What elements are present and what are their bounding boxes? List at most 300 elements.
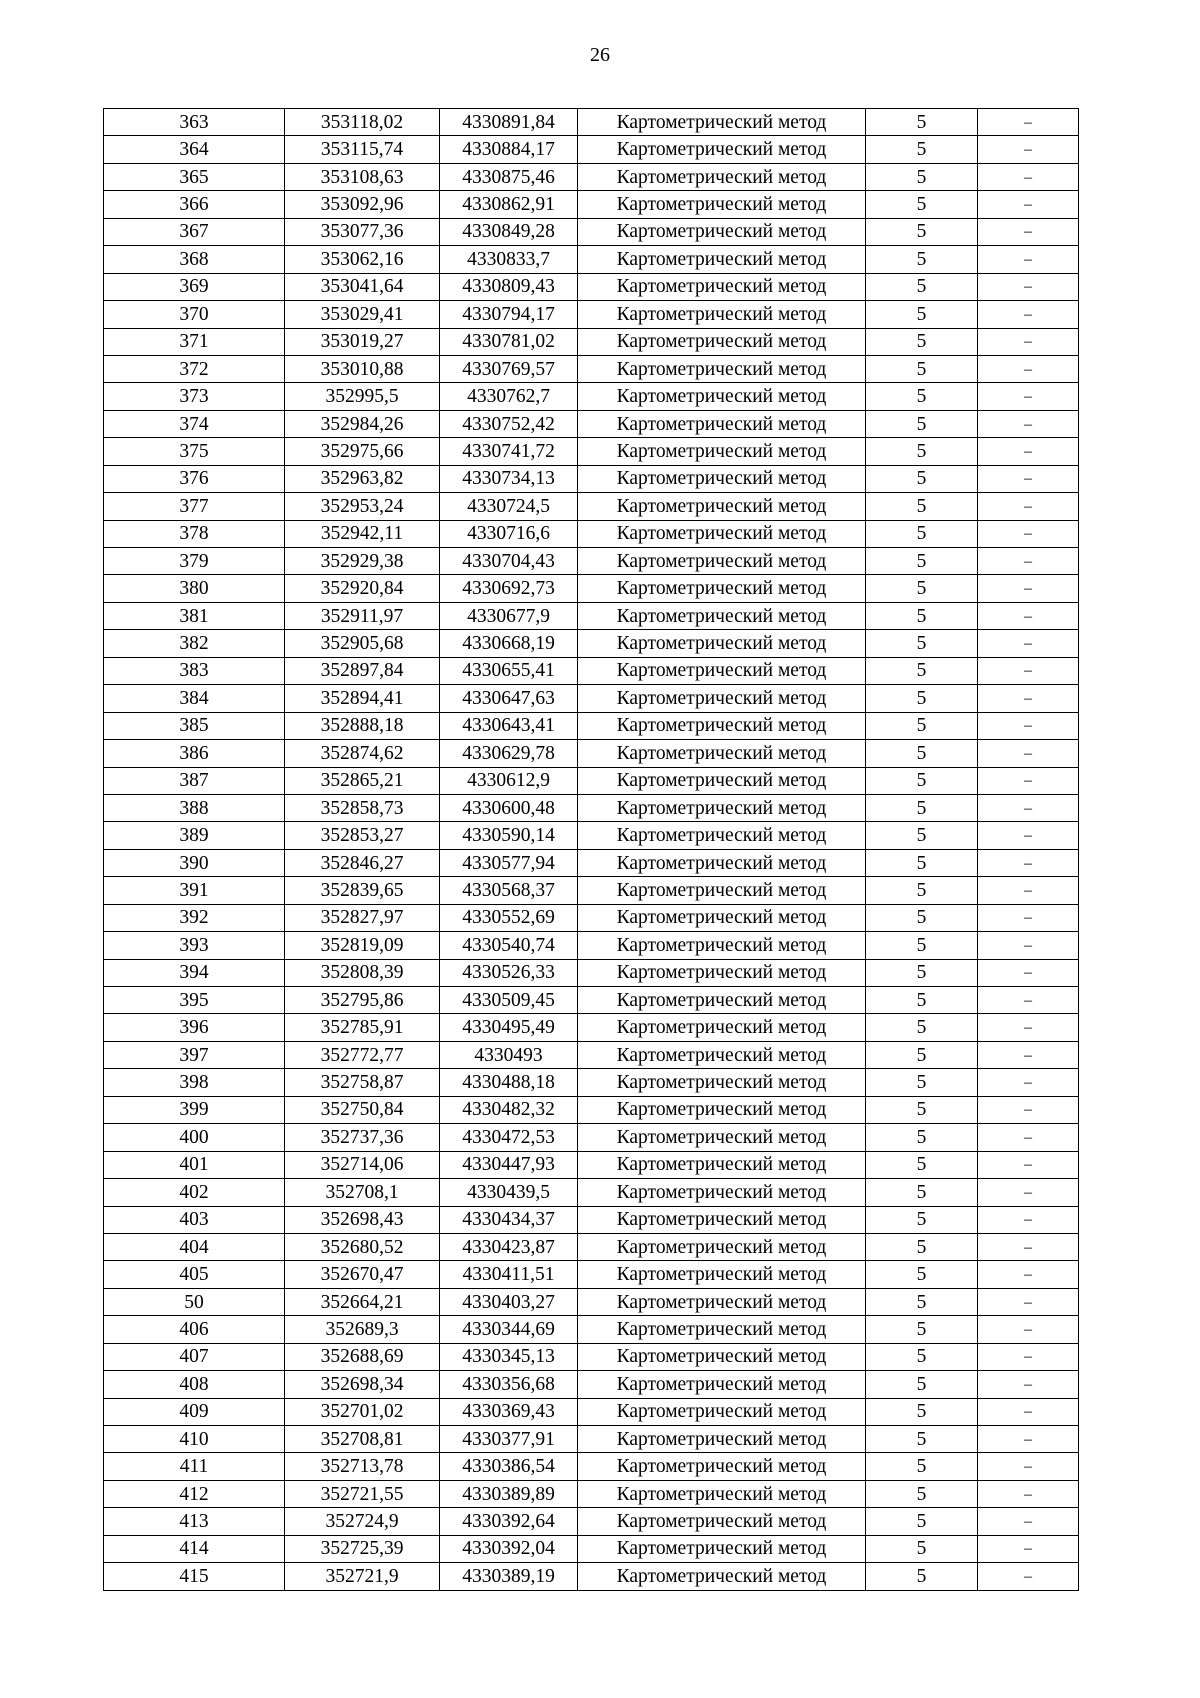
- accuracy-cell: 5: [866, 575, 978, 602]
- note-cell: –: [978, 1453, 1079, 1480]
- y-coordinate-cell: 4330794,17: [440, 301, 578, 328]
- table-row: [104, 191, 1079, 218]
- point-number-cell: 414: [104, 1535, 285, 1562]
- point-number-cell: 403: [104, 1206, 285, 1233]
- x-coordinate-cell: 352865,21: [285, 767, 440, 794]
- x-coordinate-cell: 352698,34: [285, 1371, 440, 1398]
- x-coordinate-cell: 352772,77: [285, 1041, 440, 1068]
- method-cell: Картометрический метод: [578, 822, 866, 849]
- y-coordinate-cell: 4330356,68: [440, 1371, 578, 1398]
- point-number-cell: 400: [104, 1124, 285, 1151]
- method-cell: Картометрический метод: [578, 987, 866, 1014]
- x-coordinate-cell: 353062,16: [285, 246, 440, 273]
- note-cell: –: [978, 1563, 1079, 1590]
- point-number-cell: 411: [104, 1453, 285, 1480]
- table-row: [104, 1563, 1079, 1590]
- note-cell: –: [978, 355, 1079, 382]
- y-coordinate-cell: 4330495,49: [440, 1014, 578, 1041]
- accuracy-cell: 5: [866, 602, 978, 629]
- point-number-cell: 50: [104, 1288, 285, 1315]
- method-cell: Картометрический метод: [578, 1343, 866, 1370]
- x-coordinate-cell: 352853,27: [285, 822, 440, 849]
- note-cell: –: [978, 1014, 1079, 1041]
- x-coordinate-cell: 352721,55: [285, 1480, 440, 1507]
- note-cell: –: [978, 602, 1079, 629]
- point-number-cell: 398: [104, 1069, 285, 1096]
- accuracy-cell: 5: [866, 1563, 978, 1590]
- method-cell: Картометрический метод: [578, 109, 866, 136]
- method-cell: Картометрический метод: [578, 191, 866, 218]
- note-cell: –: [978, 794, 1079, 821]
- note-cell: –: [978, 1343, 1079, 1370]
- table-row: [104, 328, 1079, 355]
- x-coordinate-cell: 352713,78: [285, 1453, 440, 1480]
- note-cell: –: [978, 959, 1079, 986]
- note-cell: –: [978, 1124, 1079, 1151]
- y-coordinate-cell: 4330884,17: [440, 136, 578, 163]
- x-coordinate-cell: 352920,84: [285, 575, 440, 602]
- x-coordinate-cell: 352708,1: [285, 1179, 440, 1206]
- y-coordinate-cell: 4330434,37: [440, 1206, 578, 1233]
- table-row: [104, 602, 1079, 629]
- table-row: [104, 1206, 1079, 1233]
- x-coordinate-cell: 352808,39: [285, 959, 440, 986]
- table-row: [104, 849, 1079, 876]
- note-cell: –: [978, 383, 1079, 410]
- y-coordinate-cell: 4330526,33: [440, 959, 578, 986]
- point-number-cell: 405: [104, 1261, 285, 1288]
- table-row: [104, 1508, 1079, 1535]
- point-number-cell: 391: [104, 877, 285, 904]
- note-cell: –: [978, 246, 1079, 273]
- x-coordinate-cell: 352750,84: [285, 1096, 440, 1123]
- table-row: [104, 685, 1079, 712]
- method-cell: Картометрический метод: [578, 328, 866, 355]
- table-row: [104, 630, 1079, 657]
- note-cell: –: [978, 465, 1079, 492]
- note-cell: –: [978, 273, 1079, 300]
- y-coordinate-cell: 4330386,54: [440, 1453, 578, 1480]
- table-row: [104, 822, 1079, 849]
- table-row: [104, 1288, 1079, 1315]
- method-cell: Картометрический метод: [578, 246, 866, 273]
- method-cell: Картометрический метод: [578, 301, 866, 328]
- point-number-cell: 366: [104, 191, 285, 218]
- y-coordinate-cell: 4330734,13: [440, 465, 578, 492]
- x-coordinate-cell: 352839,65: [285, 877, 440, 904]
- point-number-cell: 384: [104, 685, 285, 712]
- point-number-cell: 363: [104, 109, 285, 136]
- table-row: [104, 959, 1079, 986]
- y-coordinate-cell: 4330833,7: [440, 246, 578, 273]
- table-row: [104, 1096, 1079, 1123]
- note-cell: –: [978, 1233, 1079, 1260]
- note-cell: –: [978, 822, 1079, 849]
- point-number-cell: 412: [104, 1480, 285, 1507]
- table-row: [104, 657, 1079, 684]
- table-row: [104, 109, 1079, 136]
- note-cell: –: [978, 1371, 1079, 1398]
- table-row: [104, 932, 1079, 959]
- y-coordinate-cell: 4330875,46: [440, 163, 578, 190]
- point-number-cell: 395: [104, 987, 285, 1014]
- method-cell: Картометрический метод: [578, 1316, 866, 1343]
- x-coordinate-cell: 353108,63: [285, 163, 440, 190]
- point-number-cell: 369: [104, 273, 285, 300]
- method-cell: Картометрический метод: [578, 849, 866, 876]
- y-coordinate-cell: 4330493: [440, 1041, 578, 1068]
- y-coordinate-cell: 4330849,28: [440, 218, 578, 245]
- y-coordinate-cell: 4330741,72: [440, 438, 578, 465]
- accuracy-cell: 5: [866, 740, 978, 767]
- y-coordinate-cell: 4330762,7: [440, 383, 578, 410]
- table-row: [104, 1535, 1079, 1562]
- y-coordinate-cell: 4330781,02: [440, 328, 578, 355]
- y-coordinate-cell: 4330389,89: [440, 1480, 578, 1507]
- x-coordinate-cell: 352724,9: [285, 1508, 440, 1535]
- y-coordinate-cell: 4330488,18: [440, 1069, 578, 1096]
- note-cell: –: [978, 575, 1079, 602]
- accuracy-cell: 5: [866, 1398, 978, 1425]
- x-coordinate-cell: 353019,27: [285, 328, 440, 355]
- note-cell: –: [978, 438, 1079, 465]
- accuracy-cell: 5: [866, 109, 978, 136]
- accuracy-cell: 5: [866, 932, 978, 959]
- note-cell: –: [978, 1288, 1079, 1315]
- method-cell: Картометрический метод: [578, 1508, 866, 1535]
- table-row: [104, 1069, 1079, 1096]
- y-coordinate-cell: 4330568,37: [440, 877, 578, 904]
- point-number-cell: 364: [104, 136, 285, 163]
- table-row: [104, 1041, 1079, 1068]
- accuracy-cell: 5: [866, 822, 978, 849]
- accuracy-cell: 5: [866, 246, 978, 273]
- accuracy-cell: 5: [866, 904, 978, 931]
- method-cell: Картометрический метод: [578, 1453, 866, 1480]
- point-number-cell: 392: [104, 904, 285, 931]
- y-coordinate-cell: 4330403,27: [440, 1288, 578, 1315]
- accuracy-cell: 5: [866, 218, 978, 245]
- accuracy-cell: 5: [866, 1206, 978, 1233]
- y-coordinate-cell: 4330716,6: [440, 520, 578, 547]
- method-cell: Картометрический метод: [578, 1206, 866, 1233]
- point-number-cell: 382: [104, 630, 285, 657]
- y-coordinate-cell: 4330752,42: [440, 410, 578, 437]
- x-coordinate-cell: 352929,38: [285, 548, 440, 575]
- y-coordinate-cell: 4330439,5: [440, 1179, 578, 1206]
- accuracy-cell: 5: [866, 136, 978, 163]
- note-cell: –: [978, 109, 1079, 136]
- accuracy-cell: 5: [866, 383, 978, 410]
- note-cell: –: [978, 548, 1079, 575]
- y-coordinate-cell: 4330552,69: [440, 904, 578, 931]
- table-row: [104, 1124, 1079, 1151]
- x-coordinate-cell: 352963,82: [285, 465, 440, 492]
- y-coordinate-cell: 4330411,51: [440, 1261, 578, 1288]
- note-cell: –: [978, 493, 1079, 520]
- method-cell: Картометрический метод: [578, 959, 866, 986]
- x-coordinate-cell: 352858,73: [285, 794, 440, 821]
- y-coordinate-cell: 4330577,94: [440, 849, 578, 876]
- point-number-cell: 367: [104, 218, 285, 245]
- note-cell: –: [978, 1398, 1079, 1425]
- accuracy-cell: 5: [866, 1096, 978, 1123]
- table-row: [104, 1233, 1079, 1260]
- note-cell: –: [978, 410, 1079, 437]
- x-coordinate-cell: 352874,62: [285, 740, 440, 767]
- method-cell: Картометрический метод: [578, 794, 866, 821]
- point-number-cell: 379: [104, 548, 285, 575]
- note-cell: –: [978, 877, 1079, 904]
- table-row: [104, 465, 1079, 492]
- method-cell: Картометрический метод: [578, 877, 866, 904]
- accuracy-cell: 5: [866, 767, 978, 794]
- y-coordinate-cell: 4330590,14: [440, 822, 578, 849]
- y-coordinate-cell: 4330724,5: [440, 493, 578, 520]
- table-row: [104, 1343, 1079, 1370]
- accuracy-cell: 5: [866, 630, 978, 657]
- y-coordinate-cell: 4330769,57: [440, 355, 578, 382]
- accuracy-cell: 5: [866, 410, 978, 437]
- x-coordinate-cell: 353077,36: [285, 218, 440, 245]
- accuracy-cell: 5: [866, 1288, 978, 1315]
- y-coordinate-cell: 4330629,78: [440, 740, 578, 767]
- note-cell: –: [978, 1151, 1079, 1178]
- x-coordinate-cell: 352984,26: [285, 410, 440, 437]
- table-row: [104, 767, 1079, 794]
- x-coordinate-cell: 352975,66: [285, 438, 440, 465]
- note-cell: –: [978, 1480, 1079, 1507]
- note-cell: –: [978, 904, 1079, 931]
- table-row: [104, 877, 1079, 904]
- accuracy-cell: 5: [866, 1261, 978, 1288]
- y-coordinate-cell: 4330643,41: [440, 712, 578, 739]
- x-coordinate-cell: 352670,47: [285, 1261, 440, 1288]
- method-cell: Картометрический метод: [578, 1535, 866, 1562]
- note-cell: –: [978, 1096, 1079, 1123]
- accuracy-cell: 5: [866, 1371, 978, 1398]
- coordinates-table-body: [104, 109, 1079, 1591]
- note-cell: –: [978, 1426, 1079, 1453]
- table-row: [104, 548, 1079, 575]
- table-row: [104, 410, 1079, 437]
- point-number-cell: 394: [104, 959, 285, 986]
- table-row: [104, 1453, 1079, 1480]
- method-cell: Картометрический метод: [578, 1041, 866, 1068]
- method-cell: Картометрический метод: [578, 630, 866, 657]
- table-row: [104, 794, 1079, 821]
- table-row: [104, 493, 1079, 520]
- table-row: [104, 163, 1079, 190]
- point-number-cell: 370: [104, 301, 285, 328]
- note-cell: –: [978, 712, 1079, 739]
- x-coordinate-cell: 353010,88: [285, 355, 440, 382]
- point-number-cell: 383: [104, 657, 285, 684]
- x-coordinate-cell: 352689,3: [285, 1316, 440, 1343]
- page-number: 26: [590, 44, 610, 66]
- x-coordinate-cell: 352846,27: [285, 849, 440, 876]
- x-coordinate-cell: 352953,24: [285, 493, 440, 520]
- accuracy-cell: 5: [866, 1480, 978, 1507]
- point-number-cell: 401: [104, 1151, 285, 1178]
- point-number-cell: 409: [104, 1398, 285, 1425]
- accuracy-cell: 5: [866, 1535, 978, 1562]
- table-row: [104, 1014, 1079, 1041]
- y-coordinate-cell: 4330389,19: [440, 1563, 578, 1590]
- method-cell: Картометрический метод: [578, 1398, 866, 1425]
- note-cell: –: [978, 1069, 1079, 1096]
- x-coordinate-cell: 353118,02: [285, 109, 440, 136]
- accuracy-cell: 5: [866, 1426, 978, 1453]
- y-coordinate-cell: 4330345,13: [440, 1343, 578, 1370]
- x-coordinate-cell: 352785,91: [285, 1014, 440, 1041]
- point-number-cell: 408: [104, 1371, 285, 1398]
- point-number-cell: 365: [104, 163, 285, 190]
- note-cell: –: [978, 740, 1079, 767]
- x-coordinate-cell: 352701,02: [285, 1398, 440, 1425]
- x-coordinate-cell: 352714,06: [285, 1151, 440, 1178]
- method-cell: Картометрический метод: [578, 932, 866, 959]
- method-cell: Картометрический метод: [578, 1151, 866, 1178]
- method-cell: Картометрический метод: [578, 163, 866, 190]
- point-number-cell: 402: [104, 1179, 285, 1206]
- method-cell: Картометрический метод: [578, 1261, 866, 1288]
- table-row: [104, 904, 1079, 931]
- accuracy-cell: 5: [866, 191, 978, 218]
- point-number-cell: 388: [104, 794, 285, 821]
- x-coordinate-cell: 352827,97: [285, 904, 440, 931]
- accuracy-cell: 5: [866, 520, 978, 547]
- accuracy-cell: 5: [866, 877, 978, 904]
- note-cell: –: [978, 767, 1079, 794]
- point-number-cell: 387: [104, 767, 285, 794]
- method-cell: Картометрический метод: [578, 493, 866, 520]
- point-number-cell: 374: [104, 410, 285, 437]
- x-coordinate-cell: 352737,36: [285, 1124, 440, 1151]
- y-coordinate-cell: 4330509,45: [440, 987, 578, 1014]
- accuracy-cell: 5: [866, 657, 978, 684]
- accuracy-cell: 5: [866, 355, 978, 382]
- y-coordinate-cell: 4330692,73: [440, 575, 578, 602]
- y-coordinate-cell: 4330377,91: [440, 1426, 578, 1453]
- accuracy-cell: 5: [866, 1041, 978, 1068]
- x-coordinate-cell: 352664,21: [285, 1288, 440, 1315]
- table-row: [104, 1261, 1079, 1288]
- method-cell: Картометрический метод: [578, 1480, 866, 1507]
- point-number-cell: 372: [104, 355, 285, 382]
- x-coordinate-cell: 352894,41: [285, 685, 440, 712]
- x-coordinate-cell: 353041,64: [285, 273, 440, 300]
- note-cell: –: [978, 136, 1079, 163]
- coordinates-table: [103, 108, 1079, 1591]
- accuracy-cell: 5: [866, 959, 978, 986]
- point-number-cell: 378: [104, 520, 285, 547]
- table-row: [104, 355, 1079, 382]
- point-number-cell: 376: [104, 465, 285, 492]
- note-cell: –: [978, 1535, 1079, 1562]
- method-cell: Картометрический метод: [578, 1096, 866, 1123]
- y-coordinate-cell: 4330862,91: [440, 191, 578, 218]
- point-number-cell: 399: [104, 1096, 285, 1123]
- method-cell: Картометрический метод: [578, 383, 866, 410]
- method-cell: Картометрический метод: [578, 1069, 866, 1096]
- method-cell: Картометрический метод: [578, 1288, 866, 1315]
- method-cell: Картометрический метод: [578, 602, 866, 629]
- point-number-cell: 410: [104, 1426, 285, 1453]
- y-coordinate-cell: 4330655,41: [440, 657, 578, 684]
- y-coordinate-cell: 4330447,93: [440, 1151, 578, 1178]
- method-cell: Картометрический метод: [578, 520, 866, 547]
- x-coordinate-cell: 352911,97: [285, 602, 440, 629]
- note-cell: –: [978, 1316, 1079, 1343]
- method-cell: Картометрический метод: [578, 904, 866, 931]
- table-row: [104, 383, 1079, 410]
- point-number-cell: 407: [104, 1343, 285, 1370]
- point-number-cell: 397: [104, 1041, 285, 1068]
- x-coordinate-cell: 352698,43: [285, 1206, 440, 1233]
- accuracy-cell: 5: [866, 1179, 978, 1206]
- x-coordinate-cell: 352905,68: [285, 630, 440, 657]
- note-cell: –: [978, 520, 1079, 547]
- accuracy-cell: 5: [866, 438, 978, 465]
- method-cell: Картометрический метод: [578, 136, 866, 163]
- accuracy-cell: 5: [866, 1069, 978, 1096]
- x-coordinate-cell: 352688,69: [285, 1343, 440, 1370]
- point-number-cell: 368: [104, 246, 285, 273]
- y-coordinate-cell: 4330677,9: [440, 602, 578, 629]
- note-cell: –: [978, 1508, 1079, 1535]
- y-coordinate-cell: 4330668,19: [440, 630, 578, 657]
- x-coordinate-cell: 352680,52: [285, 1233, 440, 1260]
- table-row: [104, 520, 1079, 547]
- table-row: [104, 1371, 1079, 1398]
- table-row: [104, 438, 1079, 465]
- accuracy-cell: 5: [866, 849, 978, 876]
- accuracy-cell: 5: [866, 987, 978, 1014]
- accuracy-cell: 5: [866, 301, 978, 328]
- point-number-cell: 377: [104, 493, 285, 520]
- point-number-cell: 393: [104, 932, 285, 959]
- x-coordinate-cell: 352897,84: [285, 657, 440, 684]
- table-row: [104, 1316, 1079, 1343]
- accuracy-cell: 5: [866, 1453, 978, 1480]
- note-cell: –: [978, 657, 1079, 684]
- table-row: [104, 1480, 1079, 1507]
- point-number-cell: 389: [104, 822, 285, 849]
- method-cell: Картометрический метод: [578, 1124, 866, 1151]
- x-coordinate-cell: 353115,74: [285, 136, 440, 163]
- x-coordinate-cell: 352942,11: [285, 520, 440, 547]
- y-coordinate-cell: 4330612,9: [440, 767, 578, 794]
- accuracy-cell: 5: [866, 1151, 978, 1178]
- point-number-cell: 404: [104, 1233, 285, 1260]
- y-coordinate-cell: 4330392,64: [440, 1508, 578, 1535]
- x-coordinate-cell: 352708,81: [285, 1426, 440, 1453]
- note-cell: –: [978, 630, 1079, 657]
- table-row: [104, 575, 1079, 602]
- method-cell: Картометрический метод: [578, 1233, 866, 1260]
- method-cell: Картометрический метод: [578, 1371, 866, 1398]
- y-coordinate-cell: 4330647,63: [440, 685, 578, 712]
- method-cell: Картометрический метод: [578, 1563, 866, 1590]
- note-cell: –: [978, 163, 1079, 190]
- point-number-cell: 396: [104, 1014, 285, 1041]
- note-cell: –: [978, 987, 1079, 1014]
- note-cell: –: [978, 191, 1079, 218]
- method-cell: Картометрический метод: [578, 1179, 866, 1206]
- method-cell: Картометрический метод: [578, 575, 866, 602]
- accuracy-cell: 5: [866, 328, 978, 355]
